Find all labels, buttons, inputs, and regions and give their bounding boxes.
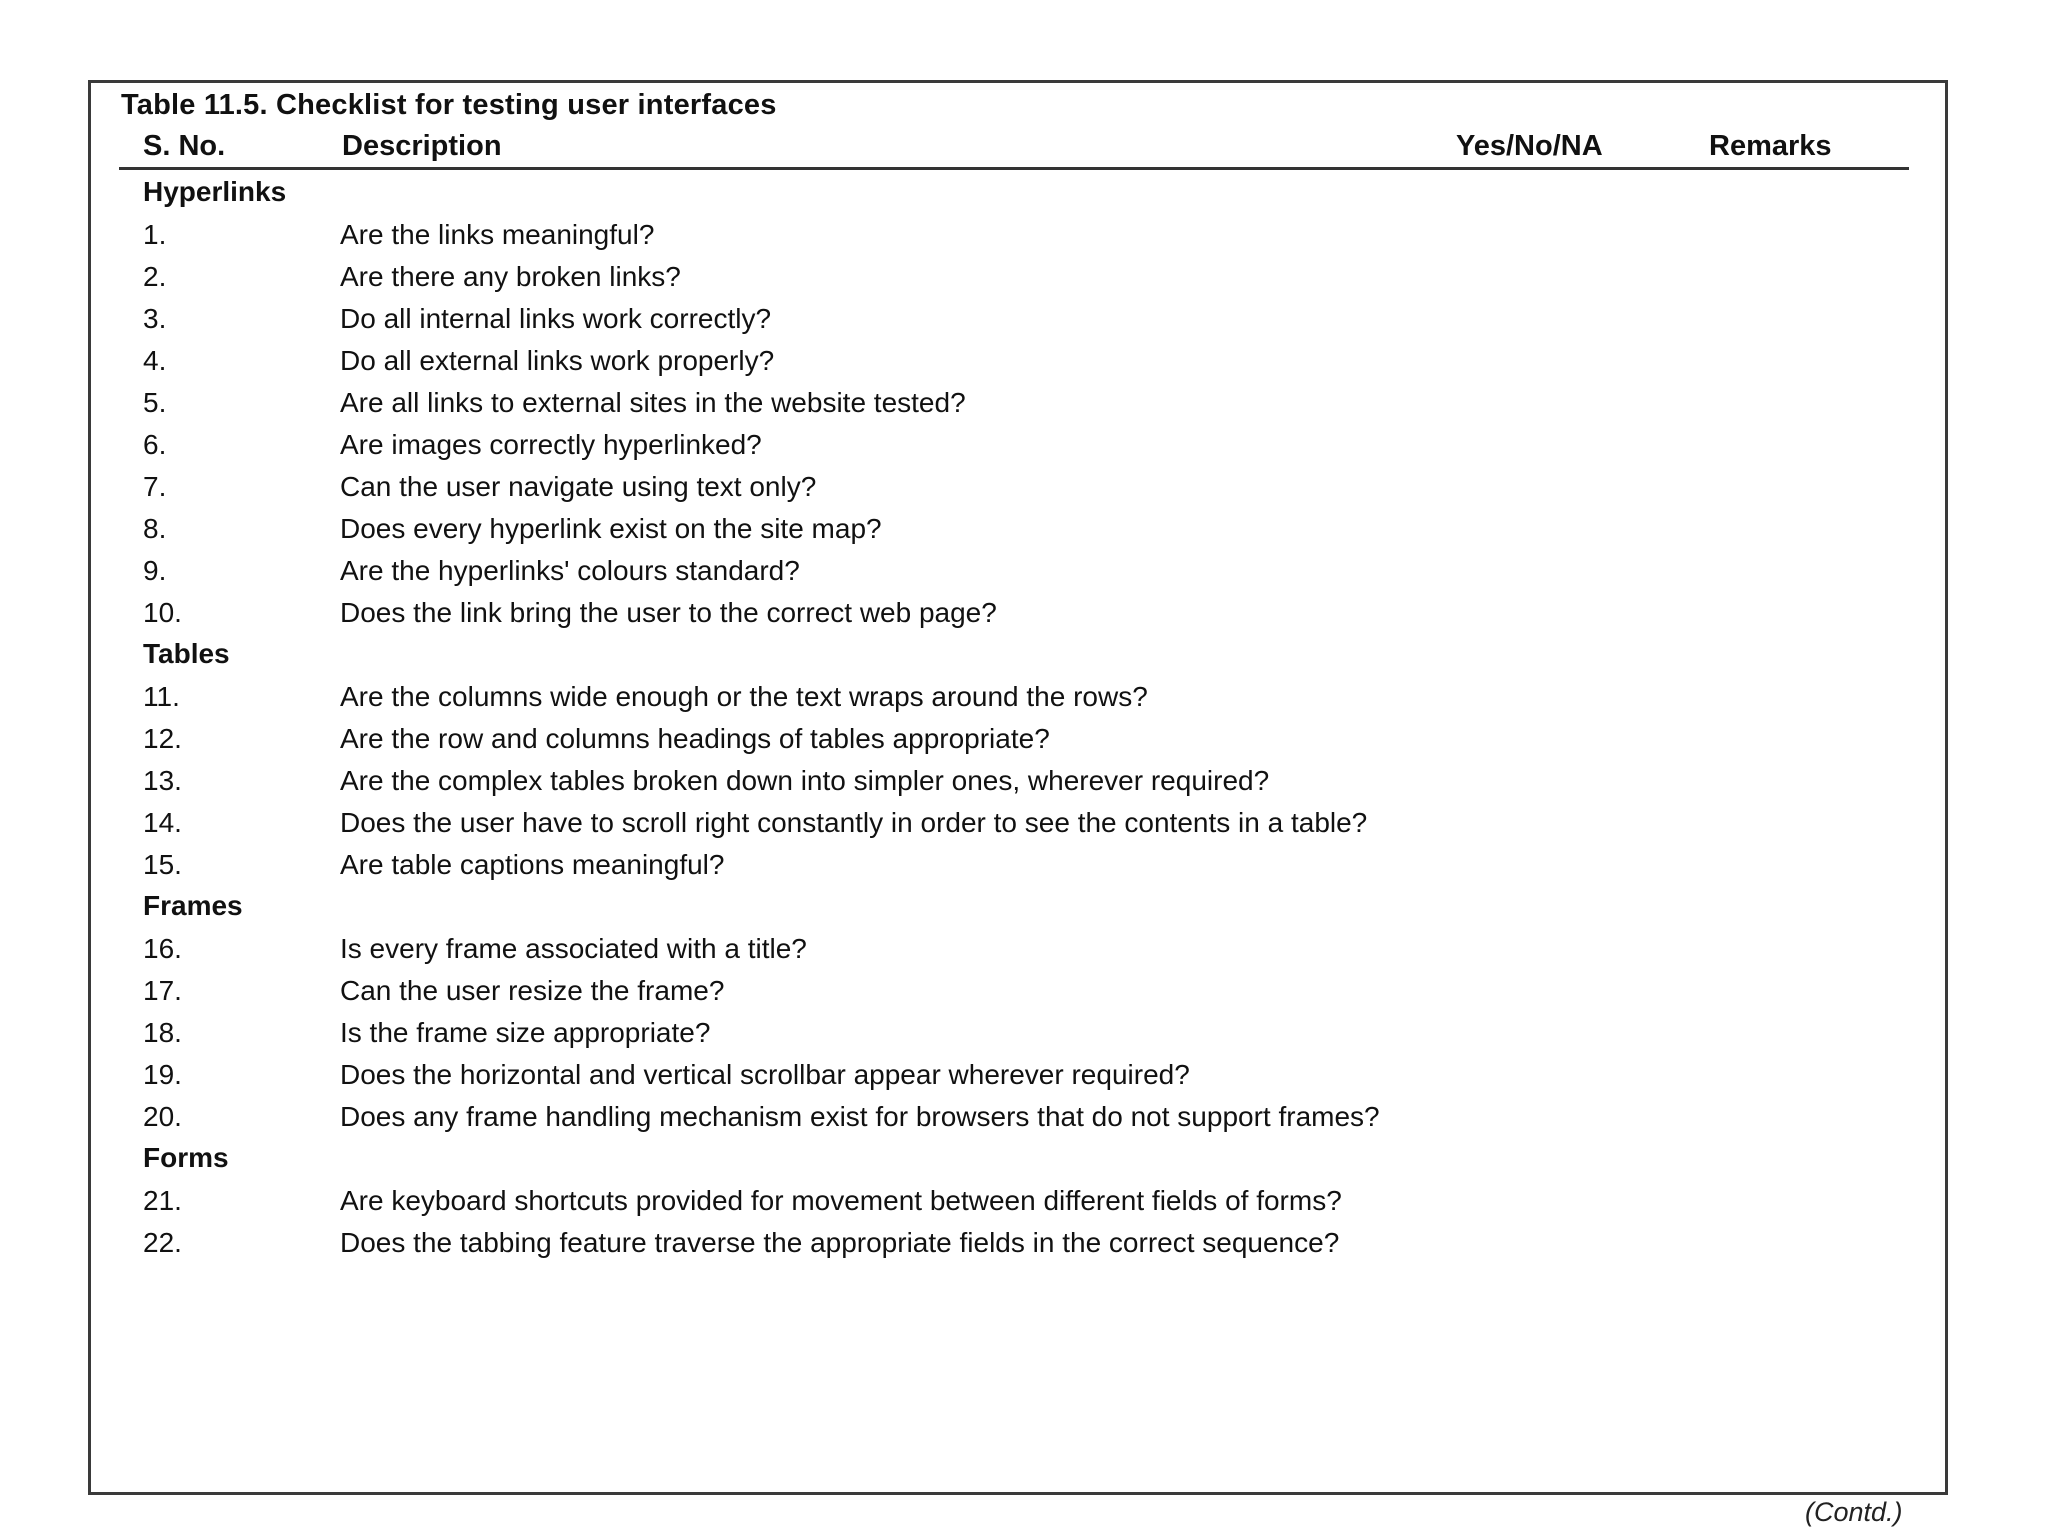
table-row bbox=[91, 675, 1945, 717]
row-number: 5. bbox=[143, 387, 167, 418]
row-description: Are the columns wide enough or the text wraps around the rows? bbox=[340, 681, 1148, 712]
section-heading-frames: Frames bbox=[143, 890, 243, 921]
row-description: Do all external links work properly? bbox=[340, 345, 775, 376]
column-header-description: Description bbox=[342, 130, 502, 162]
row-number: 12. bbox=[143, 723, 182, 754]
row-number: 13. bbox=[143, 765, 182, 796]
row-number: 7. bbox=[143, 471, 167, 502]
row-description: Is the frame size appropriate? bbox=[340, 1017, 711, 1048]
row-description: Is every frame associated with a title? bbox=[340, 933, 807, 964]
table-header-row bbox=[119, 127, 1909, 170]
row-number: 1. bbox=[143, 219, 167, 250]
column-header-sno: S. No. bbox=[143, 130, 226, 162]
table-row bbox=[91, 591, 1945, 633]
row-number: 9. bbox=[143, 555, 167, 586]
row-description: Are table captions meaningful? bbox=[340, 849, 725, 880]
table-row bbox=[91, 1221, 1945, 1263]
row-description: Does every hyperlink exist on the site map? bbox=[340, 513, 882, 544]
section-heading-forms: Forms bbox=[143, 1142, 229, 1173]
table-row bbox=[91, 843, 1945, 885]
row-number: 6. bbox=[143, 429, 167, 460]
row-number: 18. bbox=[143, 1017, 182, 1048]
section-heading-tables: Tables bbox=[143, 638, 230, 669]
row-number: 3. bbox=[143, 303, 167, 334]
column-header-yes-no-na: Yes/No/NA bbox=[1456, 130, 1603, 162]
table-row bbox=[91, 297, 1945, 339]
row-number: 21. bbox=[143, 1185, 182, 1216]
row-description: Are the row and columns headings of tables appropriate? bbox=[340, 723, 1050, 754]
row-description: Are the links meaningful? bbox=[340, 219, 655, 250]
table-caption: Table 11.5. Checklist for testing user interfaces bbox=[121, 89, 777, 121]
row-description: Does the user have to scroll right constantly in order to see the contents in a table? bbox=[340, 807, 1368, 838]
table-row bbox=[91, 549, 1945, 591]
row-number: 11. bbox=[143, 681, 180, 712]
row-description: Are the hyperlinks' colours standard? bbox=[340, 555, 800, 586]
row-number: 16. bbox=[143, 933, 182, 964]
table-row bbox=[91, 1179, 1945, 1221]
row-description: Does the link bring the user to the correct web page? bbox=[340, 597, 997, 628]
row-number: 15. bbox=[143, 849, 182, 880]
row-description: Are there any broken links? bbox=[340, 261, 681, 292]
row-description: Does the tabbing feature traverse the appropriate fields in the correct sequence? bbox=[340, 1227, 1340, 1258]
row-description: Does the horizontal and vertical scrollbar appear wherever required? bbox=[340, 1059, 1190, 1090]
checklist-table bbox=[88, 80, 1948, 1495]
row-description: Does any frame handling mechanism exist for browsers that do not support frames? bbox=[340, 1101, 1380, 1132]
table-row bbox=[91, 927, 1945, 969]
table-row bbox=[91, 801, 1945, 843]
column-header-remarks: Remarks bbox=[1709, 130, 1832, 162]
row-description: Can the user resize the frame? bbox=[340, 975, 725, 1006]
row-description: Are all links to external sites in the website tested? bbox=[340, 387, 966, 418]
row-number: 22. bbox=[143, 1227, 182, 1258]
row-number: 10. bbox=[143, 597, 182, 628]
section-heading-hyperlinks: Hyperlinks bbox=[143, 176, 287, 207]
table-row bbox=[91, 213, 1945, 255]
row-description: Are keyboard shortcuts provided for movement between different fields of forms? bbox=[340, 1185, 1342, 1216]
table-row bbox=[91, 759, 1945, 801]
table-row bbox=[91, 381, 1945, 423]
row-description: Can the user navigate using text only? bbox=[340, 471, 817, 502]
table-body bbox=[91, 171, 1945, 1263]
table-row bbox=[91, 255, 1945, 297]
table-row bbox=[91, 1011, 1945, 1053]
table-row bbox=[91, 1053, 1945, 1095]
row-description: Do all internal links work correctly? bbox=[340, 303, 772, 334]
row-number: 2. bbox=[143, 261, 167, 292]
row-number: 20. bbox=[143, 1101, 182, 1132]
table-row bbox=[91, 465, 1945, 507]
row-number: 19. bbox=[143, 1059, 182, 1090]
row-number: 4. bbox=[143, 345, 167, 376]
table-row bbox=[91, 423, 1945, 465]
table-row bbox=[91, 969, 1945, 1011]
row-number: 17. bbox=[143, 975, 182, 1006]
row-description: Are the complex tables broken down into simpler ones, wherever required? bbox=[340, 765, 1270, 796]
continued-note: (Contd.) bbox=[1805, 1497, 1903, 1527]
table-row bbox=[91, 1095, 1945, 1137]
row-number: 14. bbox=[143, 807, 182, 838]
table-row bbox=[91, 339, 1945, 381]
row-number: 8. bbox=[143, 513, 167, 544]
row-description: Are images correctly hyperlinked? bbox=[340, 429, 762, 460]
table-row bbox=[91, 717, 1945, 759]
table-row bbox=[91, 507, 1945, 549]
